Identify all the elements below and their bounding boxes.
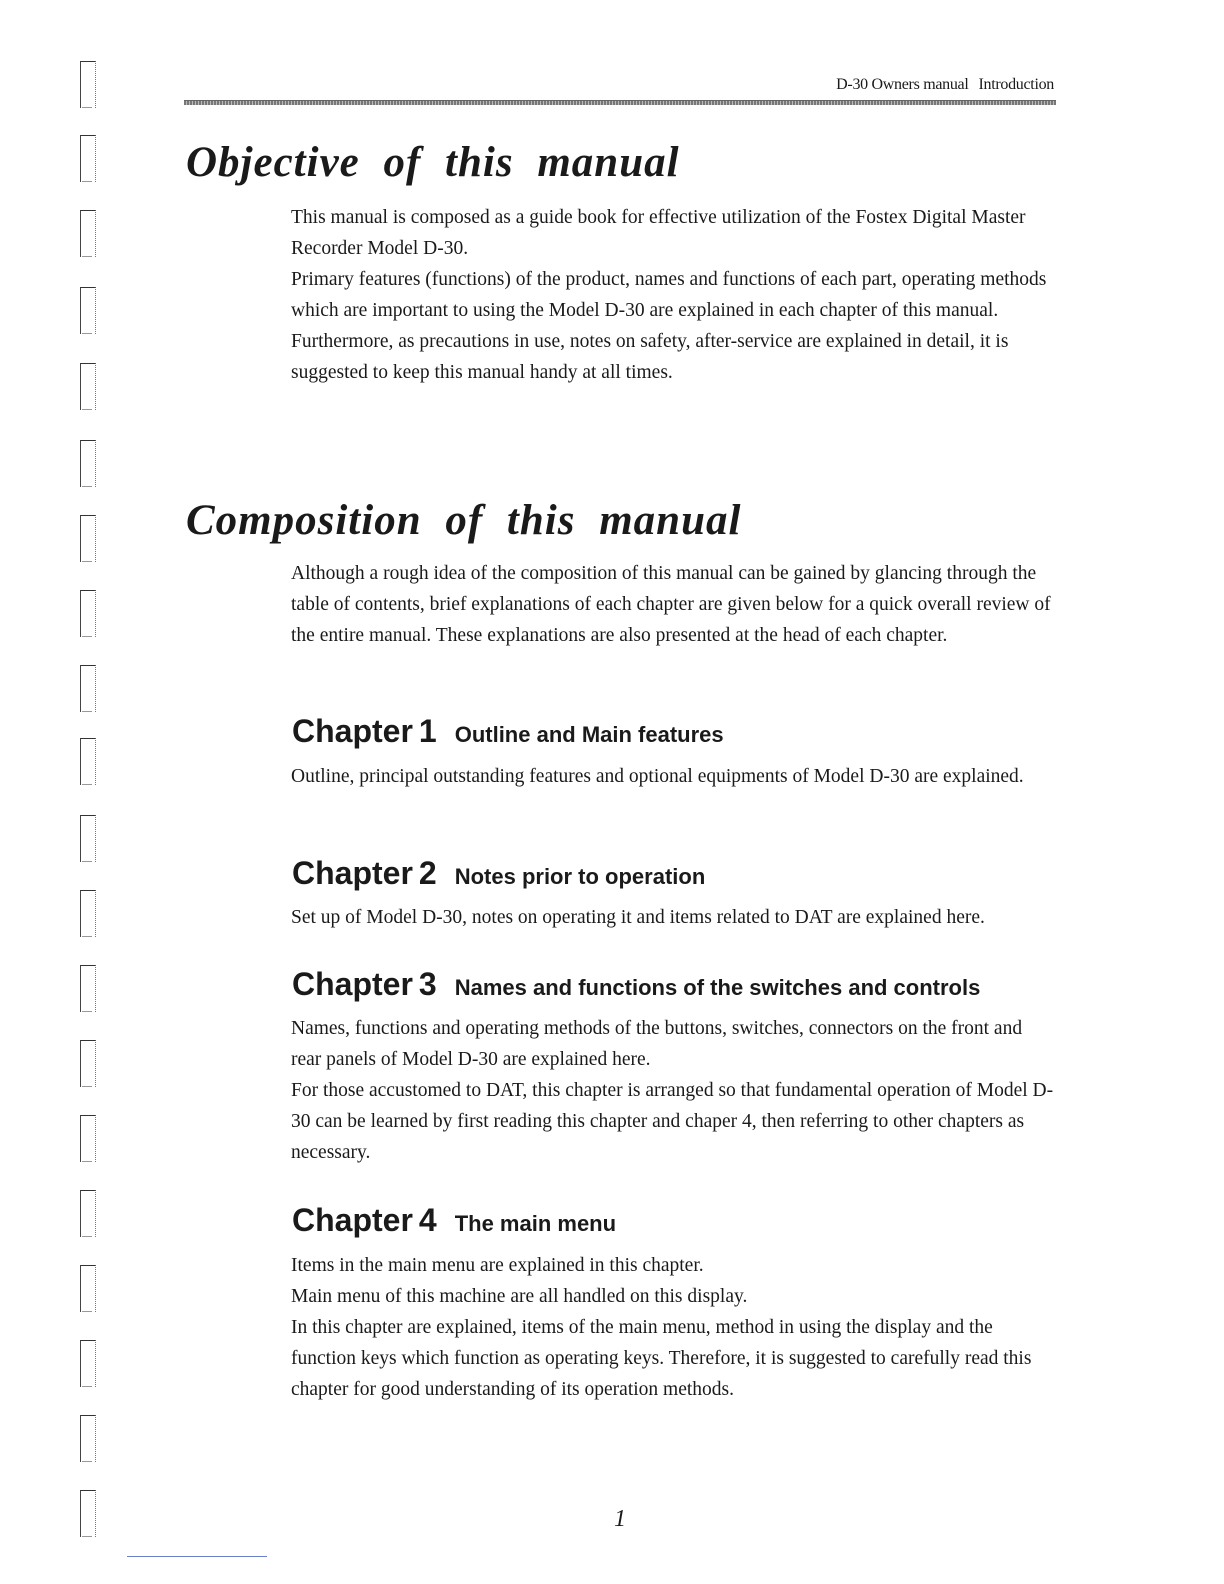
binding-hole-mark (80, 1490, 96, 1537)
chapter-number: 3 (418, 966, 437, 1002)
header-rule (184, 100, 1056, 105)
chapter-word: Chapter (292, 855, 413, 891)
chapter-1-heading (292, 713, 1062, 750)
binding-hole-mark (80, 1340, 96, 1387)
objective-paragraph: Furthermore, as precautions in use, notes on safety, after-service are explained in detail, it is suggested to keep this manual handy at all times. (291, 331, 1009, 383)
chapter-paragraph: Items in the main menu are explained in this chapter. (291, 1255, 704, 1276)
composition-body (291, 558, 1056, 651)
chapter-word: Chapter (292, 966, 413, 1002)
binding-hole-mark (80, 210, 96, 257)
binding-hole-mark (80, 1040, 96, 1087)
binding-hole-mark (80, 135, 96, 182)
chapter-paragraph: In this chapter are explained, items of the main menu, method in using the display and the function keys which function as operating keys. Therefore, it is suggested to carefully read this chapter for good understanding of its operation methods. (291, 1317, 1032, 1400)
chapter-paragraph: Names, functions and operating methods of the buttons, switches, connectors on the front and rear panels of Model D-30 are explained here. (291, 1018, 1023, 1070)
chapter-number: 2 (418, 855, 437, 891)
running-header (184, 76, 1054, 102)
binding-hole-mark (80, 815, 96, 862)
binding-hole-mark (80, 1265, 96, 1312)
objective-paragraph: This manual is composed as a guide book for effective utilization of the Fostex Digital Master Recorder Model D-30. (291, 207, 1026, 259)
chapter-3-heading (292, 966, 1062, 1003)
chapter-paragraph: Set up of Model D-30, notes on operating it and items related to DAT are explained here. (291, 907, 985, 928)
chapter-2-body (291, 902, 1056, 933)
chapter-subtitle: The main menu (454, 1211, 617, 1236)
chapter-paragraph: Main menu of this machine are all handled on this display. (291, 1286, 748, 1307)
binding-hole-mark (80, 1115, 96, 1162)
objective-body (291, 202, 1056, 388)
header-manual-name: D-30 Owners manual (836, 76, 969, 93)
chapter-word: Chapter (292, 713, 413, 749)
binding-hole-mark (80, 665, 96, 712)
binding-hole-mark (80, 890, 96, 937)
chapter-1-body (291, 761, 1056, 792)
chapter-4-heading (292, 1202, 1062, 1239)
chapter-4-body (291, 1250, 1056, 1405)
chapter-paragraph: Outline, principal outstanding features and optional equipments of Model D-30 are explained. (291, 766, 1024, 787)
chapter-subtitle: Notes prior to operation (454, 864, 706, 889)
page-number: 1 (614, 1506, 626, 1532)
binding-margin (80, 55, 100, 1555)
header-section-name: Introduction (978, 76, 1054, 93)
bottom-rule (127, 1556, 267, 1557)
chapter-subtitle: Names and functions of the switches and controls (454, 975, 981, 1000)
binding-hole-mark (80, 61, 96, 108)
binding-hole-mark (80, 515, 96, 562)
binding-hole-mark (80, 287, 96, 334)
objective-paragraph: Primary features (functions) of the product, names and functions of each part, operating methods which are important to using the Model D-30 are explained in each chapter of this manual. (291, 269, 1047, 321)
binding-hole-mark (80, 363, 96, 410)
composition-intro: Although a rough idea of the composition of this manual can be gained by glancing through the table of contents, brief explanations of each chapter are given below for a quick overall review of the entire manual. These explanations are also presented at the head of each chapter. (291, 563, 1051, 646)
chapter-subtitle: Outline and Main features (454, 722, 724, 747)
composition-title: Composition of this manual (186, 497, 742, 544)
binding-hole-mark (80, 738, 96, 785)
chapter-number: 4 (418, 1202, 437, 1238)
binding-hole-mark (80, 440, 96, 487)
binding-hole-mark (80, 965, 96, 1012)
binding-hole-mark (80, 590, 96, 637)
binding-hole-mark (80, 1415, 96, 1462)
chapter-word: Chapter (292, 1202, 413, 1238)
chapter-paragraph: For those accustomed to DAT, this chapter is arranged so that fundamental operation of Model D-30 can be learned by first reading this chapter and chaper 4, then referring to other chapters as necessary. (291, 1080, 1054, 1163)
chapter-number: 1 (418, 713, 437, 749)
binding-hole-mark (80, 1190, 96, 1237)
objective-title: Objective of this manual (186, 139, 680, 186)
chapter-3-body (291, 1013, 1056, 1168)
chapter-2-heading (292, 855, 1062, 892)
